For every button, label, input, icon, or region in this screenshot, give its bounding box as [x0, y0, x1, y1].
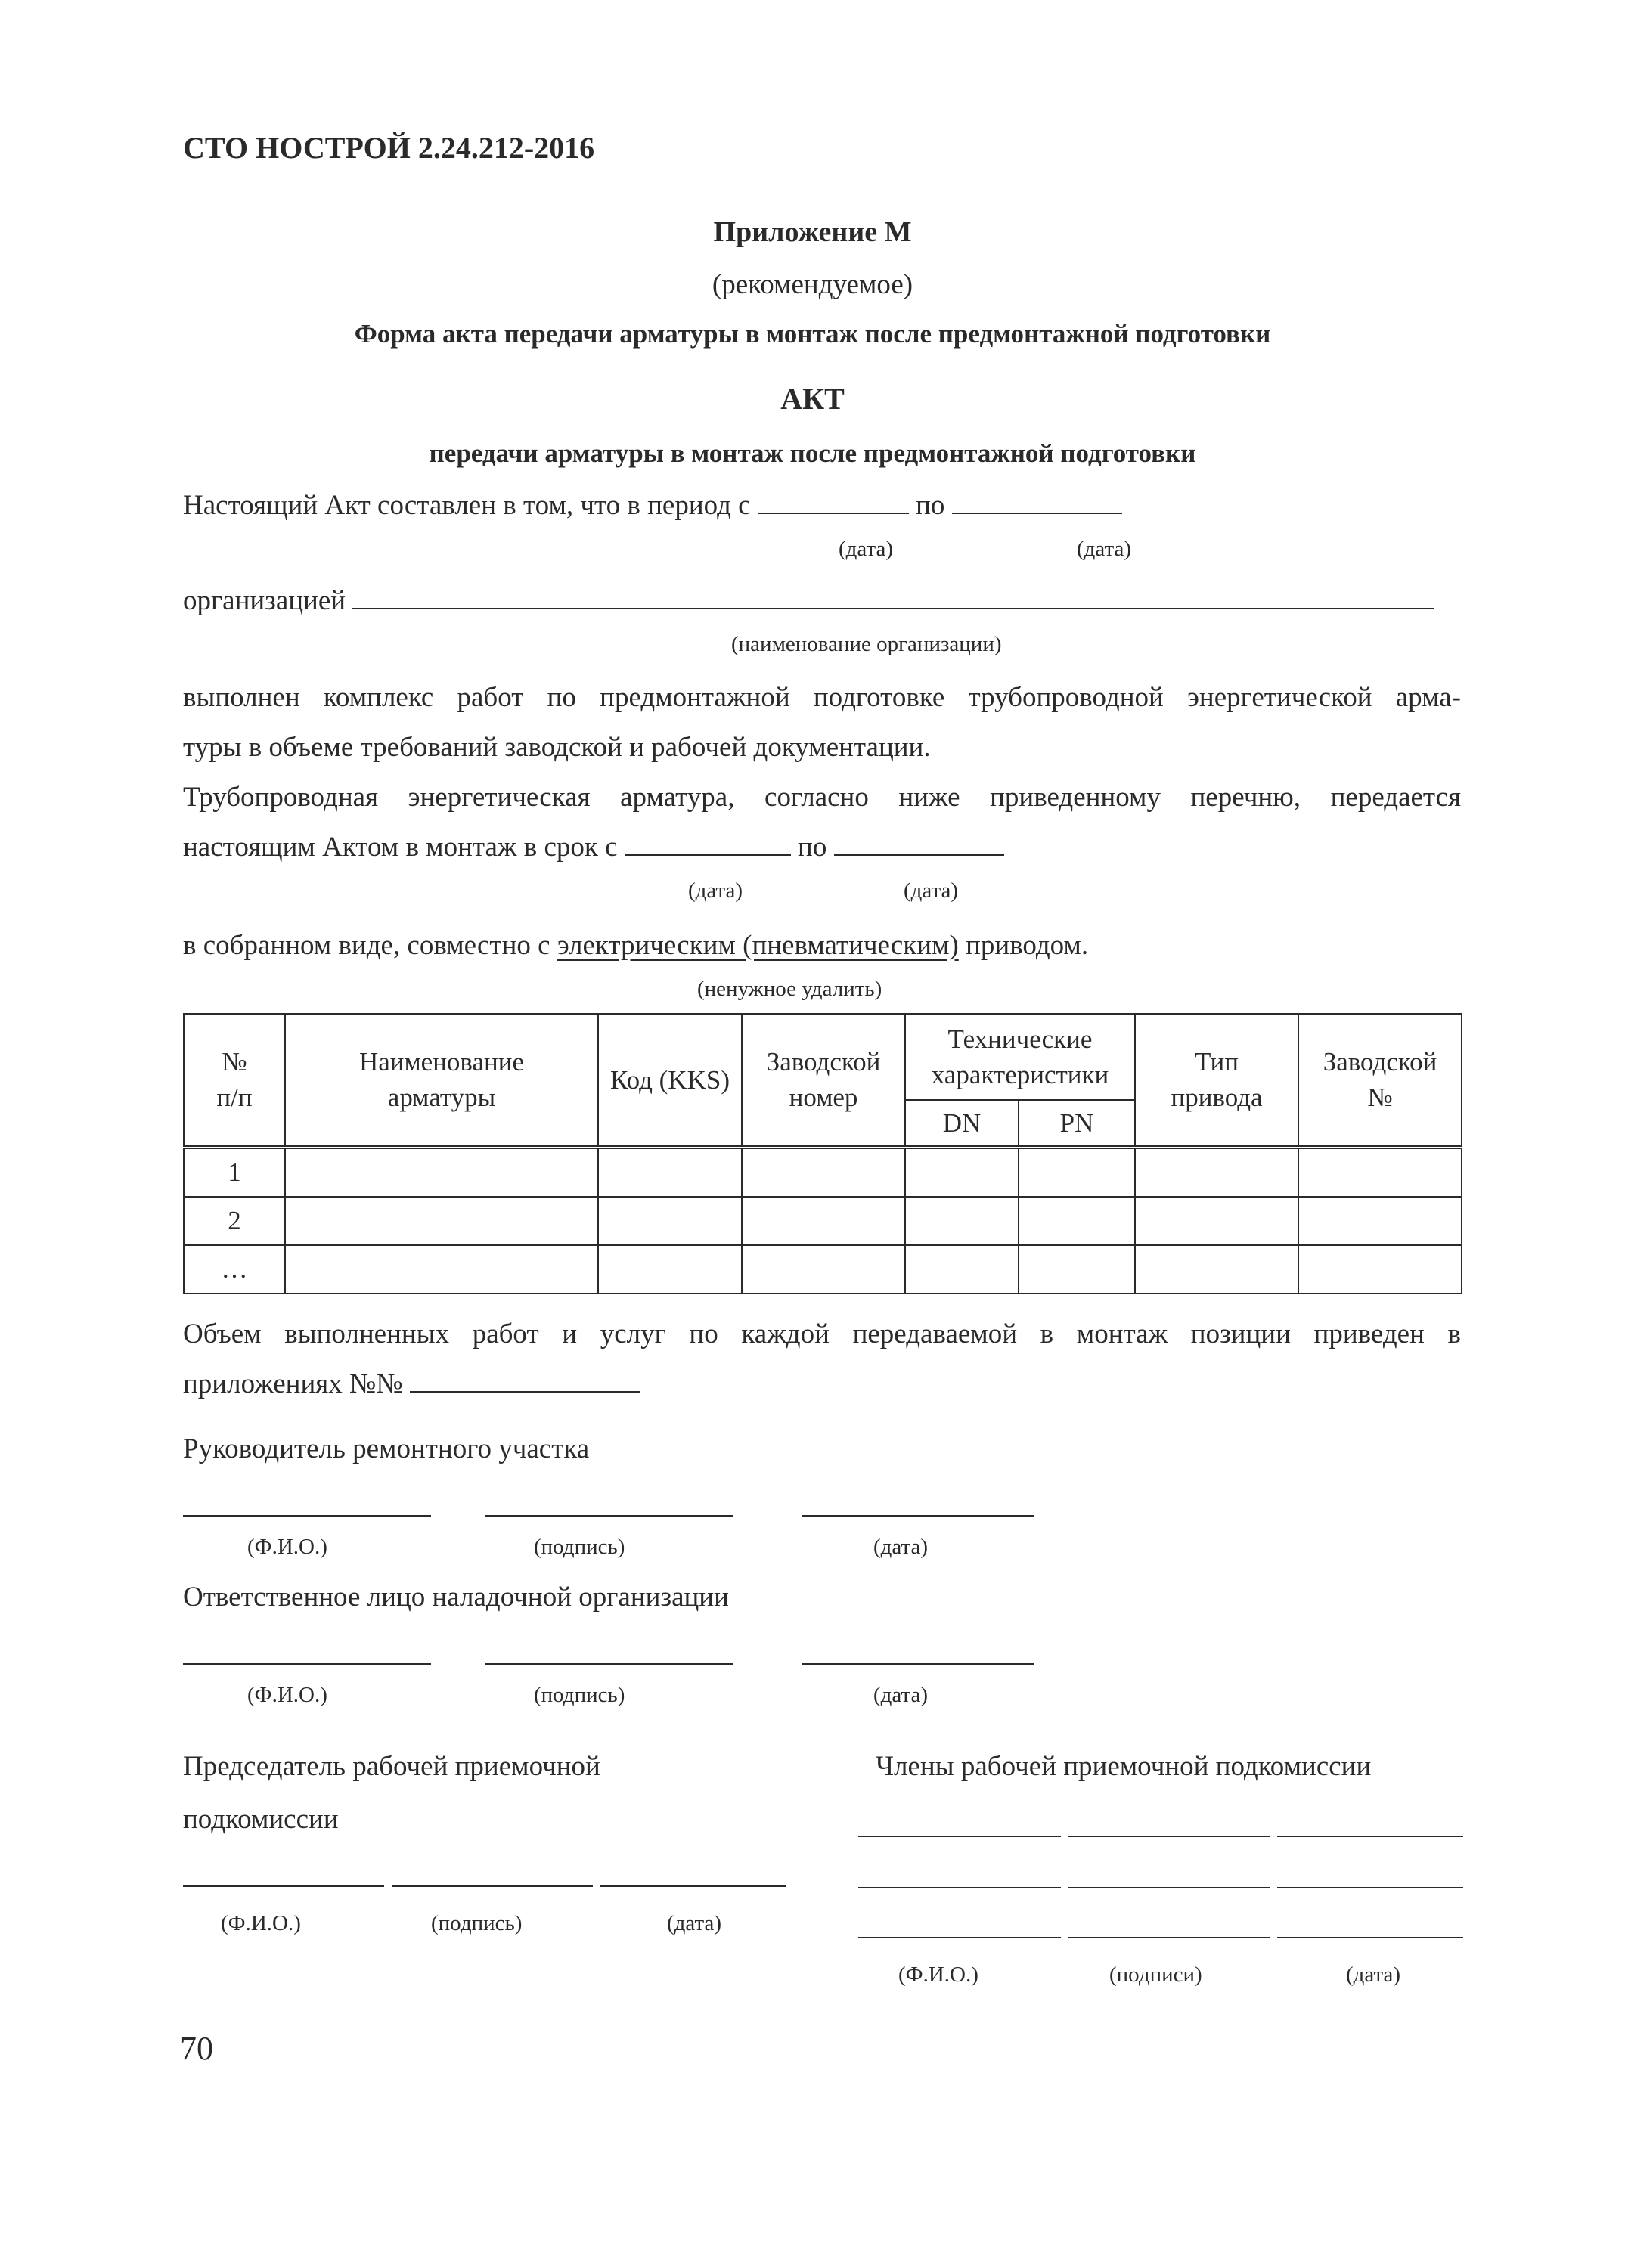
cell-pn[interactable] [1019, 1245, 1135, 1294]
para2-line1: Трубопроводная энергетическая арматура, согласно ниже приведенному перечню, передается [183, 782, 1461, 813]
chairman-signature-field[interactable] [392, 1885, 593, 1887]
para2-line2 [183, 833, 1004, 861]
row-number: 2 [184, 1197, 285, 1245]
fio-caption: (Ф.И.О.) [247, 1683, 327, 1707]
member3-fio-field[interactable] [858, 1937, 1061, 1938]
repair-head-label: Руководитель ремонтного участка [183, 1433, 590, 1464]
assembled-prefix: в собранном виде, совместно с [183, 930, 550, 961]
row-number: 1 [184, 1147, 285, 1197]
cell-serial[interactable] [742, 1147, 905, 1197]
fio-caption: (Ф.И.О.) [898, 1963, 978, 1987]
assembled-suffix: приводом. [966, 930, 1089, 961]
header-serial: Заводской номер [742, 1014, 905, 1147]
chairman-label-line1: Председатель рабочей приемочной [183, 1751, 600, 1782]
date-caption-1: (дата) [839, 537, 894, 561]
appendix-title: Приложение М [713, 216, 912, 248]
member2-fio-field[interactable] [858, 1887, 1061, 1888]
cell-factory-no[interactable] [1298, 1147, 1462, 1197]
cell-dn[interactable] [905, 1197, 1019, 1245]
member2-signature-field[interactable] [1068, 1887, 1270, 1888]
member1-date-field[interactable] [1277, 1836, 1463, 1837]
date-caption-2: (дата) [1077, 537, 1132, 561]
cell-drive[interactable] [1135, 1245, 1298, 1294]
commissioning-date-field[interactable] [802, 1663, 1034, 1665]
header-code: Код (KKS) [598, 1014, 742, 1147]
header-dn: DN [905, 1100, 1019, 1147]
cell-dn[interactable] [905, 1147, 1019, 1197]
cell-serial[interactable] [742, 1245, 905, 1294]
table-row [184, 1197, 1462, 1245]
header-name: Наименование арматуры [285, 1014, 598, 1147]
commissioning-label: Ответственное лицо наладочной организации [183, 1582, 729, 1613]
cell-pn[interactable] [1019, 1147, 1135, 1197]
members-label: Члены рабочей приемочной подкомиссии [876, 1751, 1372, 1782]
repair-head-date-field[interactable] [802, 1515, 1034, 1517]
para1-line1: выполнен комплекс работ по предмонтажной подготовке трубопроводной энергетической арма- [183, 682, 1461, 713]
date-caption: (дата) [873, 1683, 929, 1707]
date-caption: (дата) [873, 1535, 929, 1559]
transfer-to-field[interactable] [834, 833, 1004, 856]
header-num: № п/п [184, 1014, 285, 1147]
period-to-field[interactable] [952, 491, 1122, 514]
header-tech: Технические характеристики [905, 1014, 1135, 1100]
cell-code[interactable] [598, 1147, 742, 1197]
cell-serial[interactable] [742, 1197, 905, 1245]
form-title: Форма акта передачи арматуры в монтаж после предмонтажной подготовки [354, 319, 1271, 349]
member1-fio-field[interactable] [858, 1836, 1061, 1837]
appendix-status: (рекомендуемое) [712, 269, 913, 300]
volume-line2 [183, 1370, 640, 1398]
transfer-from-field[interactable] [625, 833, 791, 856]
period-to-label: по [916, 490, 945, 521]
para1-line2: туры в объеме требований заводской и рабочей документации. [183, 732, 931, 763]
period-prefix: Настоящий Акт составлен в том, что в период с [183, 490, 751, 521]
cell-name[interactable] [285, 1197, 598, 1245]
org-caption: (наименование организации) [731, 632, 1002, 656]
fio-caption: (Ф.И.О.) [221, 1911, 301, 1935]
para2-to-label: по [798, 832, 827, 863]
page-number: 70 [180, 2030, 213, 2067]
cell-code[interactable] [598, 1197, 742, 1245]
commissioning-signature-field[interactable] [485, 1663, 733, 1665]
member3-date-field[interactable] [1277, 1937, 1463, 1938]
date-caption-3: (дата) [688, 878, 743, 903]
chairman-date-field[interactable] [600, 1885, 786, 1887]
cell-drive[interactable] [1135, 1147, 1298, 1197]
cell-name[interactable] [285, 1147, 598, 1197]
member2-date-field[interactable] [1277, 1887, 1463, 1888]
period-line [183, 491, 1122, 519]
date-caption-4: (дата) [904, 878, 959, 903]
cell-name[interactable] [285, 1245, 598, 1294]
cell-pn[interactable] [1019, 1197, 1135, 1245]
header-factory-no: Заводской № [1298, 1014, 1462, 1147]
signature-caption: (подпись) [431, 1911, 523, 1935]
date-caption: (дата) [667, 1911, 722, 1935]
table-row [184, 1245, 1462, 1294]
para2-prefix: настоящим Актом в монтаж в срок с [183, 832, 618, 863]
delete-note: (ненужное удалить) [697, 977, 882, 1001]
drive-type-option: электрическим (пневматическим) [557, 930, 959, 961]
cell-factory-no[interactable] [1298, 1197, 1462, 1245]
appendix-numbers-field[interactable] [410, 1370, 640, 1393]
date-caption: (дата) [1346, 1963, 1401, 1987]
signature-caption: (подпись) [534, 1535, 625, 1559]
org-name-field[interactable] [352, 587, 1434, 609]
org-line [183, 587, 1434, 615]
act-subtitle: передачи арматуры в монтаж после предмонтажной подготовки [429, 438, 1196, 468]
period-from-field[interactable] [758, 491, 909, 514]
act-title: АКТ [780, 382, 845, 416]
header-pn: PN [1019, 1100, 1135, 1147]
chairman-label-line2: подкомиссии [183, 1804, 339, 1835]
cell-factory-no[interactable] [1298, 1245, 1462, 1294]
signature-caption: (подпись) [534, 1683, 625, 1707]
row-number: … [184, 1245, 285, 1294]
header-drive: Тип привода [1135, 1014, 1298, 1147]
armature-table [183, 1013, 1462, 1294]
volume-label: приложениях №№ [183, 1368, 403, 1399]
standard-code: СТО НОСТРОЙ 2.24.212-2016 [183, 131, 595, 165]
repair-head-signature-field[interactable] [485, 1515, 733, 1517]
fio-caption: (Ф.И.О.) [247, 1535, 327, 1559]
cell-drive[interactable] [1135, 1197, 1298, 1245]
repair-head-fio-field[interactable] [183, 1515, 431, 1517]
signatures-caption: (подписи) [1109, 1963, 1202, 1987]
chairman-fio-field[interactable] [183, 1885, 384, 1887]
cell-dn[interactable] [905, 1245, 1019, 1294]
member3-signature-field[interactable] [1068, 1937, 1270, 1938]
cell-code[interactable] [598, 1245, 742, 1294]
assembled-line [183, 931, 1088, 959]
org-label: организацией [183, 585, 346, 616]
commissioning-fio-field[interactable] [183, 1663, 431, 1665]
table-row [184, 1147, 1462, 1197]
member1-signature-field[interactable] [1068, 1836, 1270, 1837]
volume-line1: Объем выполненных работ и услуг по каждой передаваемой в монтаж позиции приведен в [183, 1318, 1461, 1349]
